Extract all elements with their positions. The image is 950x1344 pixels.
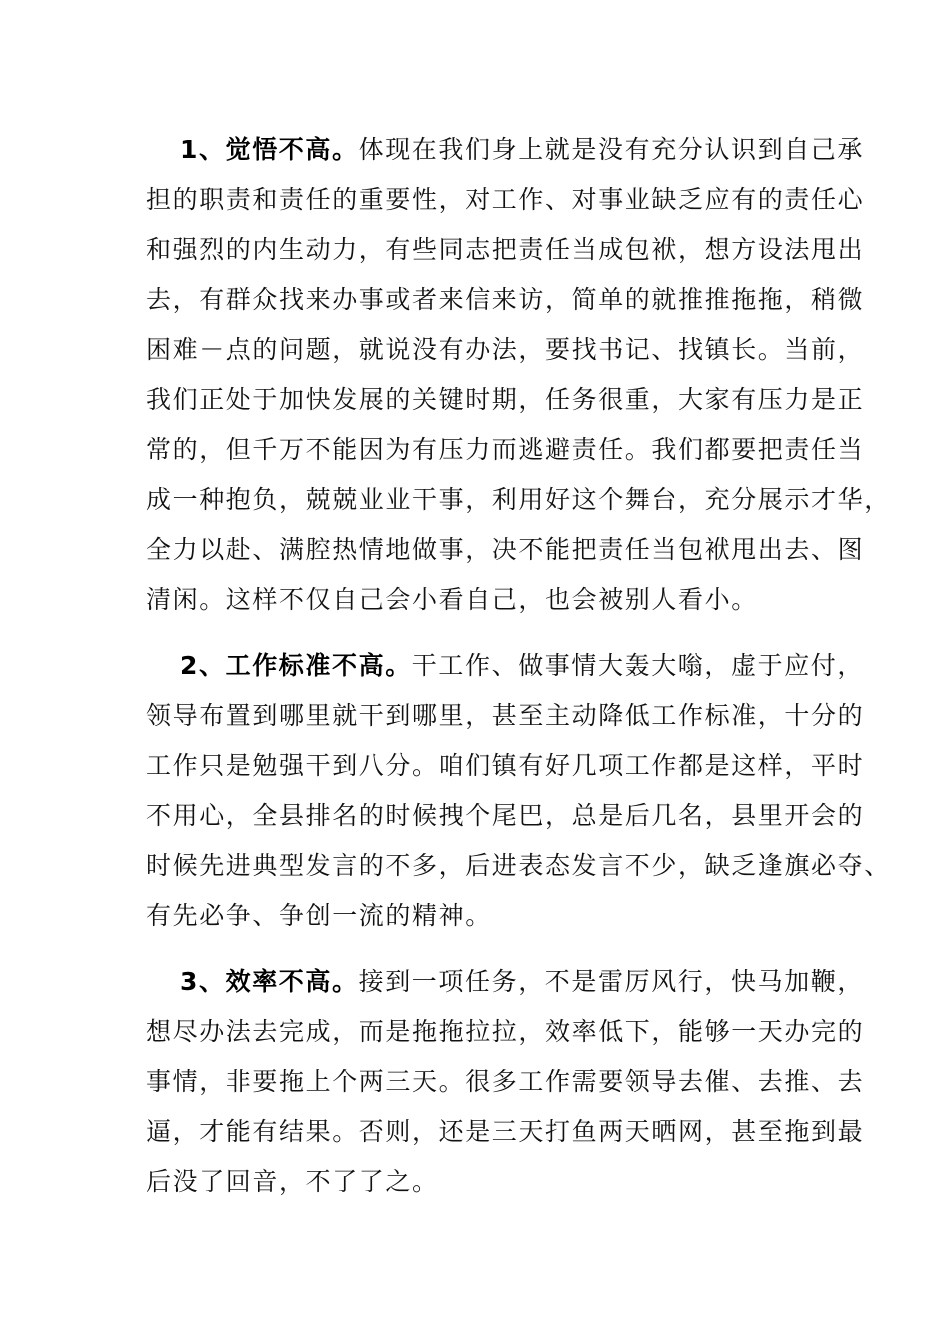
paragraph-3-line-3: 事情，非要拖上个两三天。很多工作需要领导去催、去推、去 bbox=[146, 1067, 865, 1096]
paragraph-3-text: 接到一项任务，不是雷厉风行，快马加鞭， bbox=[358, 967, 865, 996]
paragraph-2-text: 干工作、做事情大轰大嗡，虚于应付， bbox=[411, 651, 864, 680]
paragraph-3-line-2: 想尽办法去完成，而是拖拖拉拉，效率低下，能够一天办完的 bbox=[146, 1017, 865, 1046]
paragraph-2-line-1 bbox=[180, 650, 864, 682]
paragraph-1-line-7: 常的，但千万不能因为有压力而逃避责任。我们都要把责任当 bbox=[146, 435, 865, 464]
paragraph-1-line-8: 成一种抱负，兢兢业业干事，利用好这个舞台，充分展示才华， bbox=[146, 485, 891, 514]
paragraph-1-heading: 1、觉悟不高。 bbox=[180, 135, 359, 164]
paragraph-3-heading: 3、效率不高。 bbox=[180, 967, 359, 996]
paragraph-1-line-6: 我们正处于加快发展的关键时期，任务很重，大家有压力是正 bbox=[146, 385, 865, 414]
paragraph-1-line-9: 全力以赴、满腔热情地做事，决不能把责任当包袱甩出去、图 bbox=[146, 535, 865, 564]
paragraph-2-line-5: 时候先进典型发言的不多，后进表态发言不少，缺乏逢旗必夺、 bbox=[146, 851, 891, 880]
paragraph-2-line-6: 有先必争、争创一流的精神。 bbox=[146, 901, 492, 930]
paragraph-3-line-4: 逼，才能有结果。否则，还是三天打鱼两天晒网，甚至拖到最 bbox=[146, 1117, 865, 1146]
paragraph-3-line-5: 后没了回音，不了了之。 bbox=[146, 1167, 439, 1196]
paragraph-1-line-2: 担的职责和责任的重要性，对工作、对事业缺乏应有的责任心 bbox=[146, 185, 865, 214]
paragraph-2-line-3: 工作只是勉强干到八分。咱们镇有好几项工作都是这样，平时 bbox=[146, 751, 865, 780]
paragraph-1-line-4: 去，有群众找来办事或者来信来访，简单的就推推拖拖，稍微 bbox=[146, 285, 865, 314]
paragraph-3-line-1 bbox=[180, 966, 865, 998]
paragraph-1-line-1 bbox=[180, 134, 865, 166]
paragraph-2-line-4: 不用心，全县排名的时候拽个尾巴，总是后几名，县里开会的 bbox=[146, 801, 865, 830]
paragraph-1-line-5: 困难－点的问题，就说没有办法，要找书记、找镇长。当前， bbox=[146, 335, 865, 364]
paragraph-2-line-2: 领导布置到哪里就干到哪里，甚至主动降低工作标准，十分的 bbox=[146, 701, 865, 730]
paragraph-2-heading: 2、工作标准不高。 bbox=[180, 651, 412, 680]
paragraph-1-line-3: 和强烈的内生动力，有些同志把责任当成包袱，想方设法甩出 bbox=[146, 235, 865, 264]
paragraph-1-line-10: 清闲。这样不仅自己会小看自己，也会被别人看小。 bbox=[146, 585, 758, 614]
paragraph-1-text: 体现在我们身上就是没有充分认识到自己承 bbox=[358, 135, 865, 164]
